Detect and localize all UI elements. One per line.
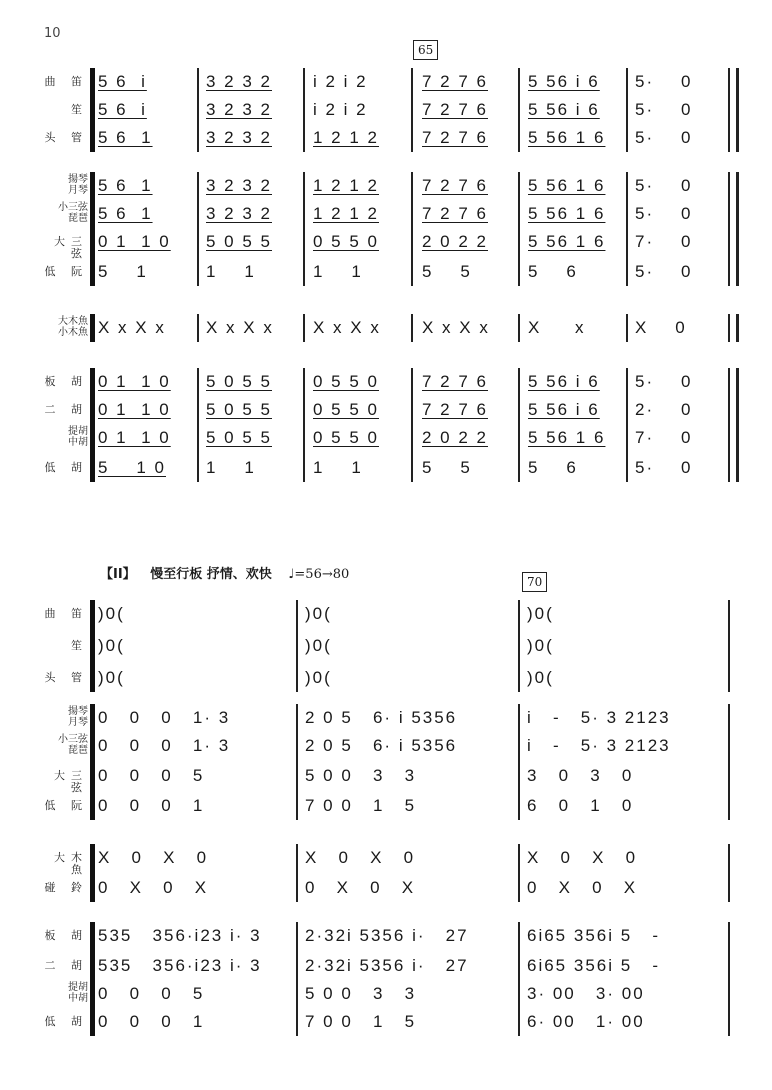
- measure-notes: 0 0 0 5: [98, 984, 205, 1003]
- barline: [518, 844, 520, 902]
- measure-notes: )0(: [305, 636, 332, 655]
- measure-notes: 5 6 1: [98, 176, 153, 195]
- measure-notes: 3 2 3 2: [206, 176, 272, 195]
- instrument-label: 揚琴 月琴: [68, 706, 88, 728]
- barline: [303, 172, 305, 286]
- final-barline: [728, 368, 739, 482]
- measure-notes: 5· 0: [635, 176, 693, 195]
- section-header: [100, 563, 349, 582]
- instrument-label: 曲 笛: [44, 607, 88, 620]
- measure-notes: 6i65 356i 5 -: [527, 956, 661, 975]
- instrument-label: 提胡 中胡: [68, 426, 88, 448]
- measure-notes: 0 0 0 1· 3: [98, 708, 231, 727]
- staff-row: [0, 664, 772, 694]
- instrument-label: 低 胡: [44, 1015, 88, 1028]
- group-bracket: [90, 600, 95, 692]
- staff-row: [0, 396, 772, 426]
- group-bracket: [90, 172, 95, 286]
- measure-notes: X x X x: [422, 318, 490, 337]
- measure-notes: 1 1: [313, 458, 363, 477]
- measure-notes: 5 6: [528, 458, 578, 477]
- measure-notes: 2· 0: [635, 400, 693, 419]
- barline: [197, 172, 199, 286]
- measure-notes: 5 56 1 6: [528, 128, 606, 147]
- measure-notes: 0 0 0 1· 3: [98, 736, 231, 755]
- barline: [303, 314, 305, 342]
- measure-notes: 5 56 1 6: [528, 176, 606, 195]
- final-barline: [728, 68, 739, 152]
- measure-notes: 3 0 3 0: [527, 766, 634, 785]
- measure-notes: 0 X 0 X: [527, 878, 638, 897]
- measure-notes: 0 5 5 0: [313, 372, 379, 391]
- measure-notes: 2 0 2 2: [422, 232, 488, 251]
- measure-notes: 535 356·i23 i· 3: [98, 926, 262, 945]
- measure-notes: 5· 0: [635, 262, 693, 281]
- barline: [518, 704, 520, 820]
- staff-row: [0, 200, 772, 230]
- measure-notes: )0(: [98, 604, 125, 623]
- staff-row: [0, 922, 772, 952]
- final-barline: [728, 314, 739, 342]
- group-bracket: [90, 314, 95, 342]
- measure-notes: 6 0 1 0: [527, 796, 634, 815]
- measure-notes: 5 56 i 6: [528, 72, 600, 91]
- instrument-label: 板 胡: [44, 929, 88, 942]
- measure-notes: 5 0 0 3 3: [305, 766, 417, 785]
- instrument-label: 低 阮: [44, 799, 88, 812]
- measure-notes: 5 1: [98, 262, 148, 281]
- staff-row: [0, 792, 772, 822]
- instrument-label: 二 胡: [44, 403, 88, 416]
- measure-notes: 5 6 i: [98, 72, 147, 91]
- barline: [303, 368, 305, 482]
- measure-notes: )0(: [305, 604, 332, 623]
- measure-notes: 5· 0: [635, 72, 693, 91]
- measure-notes: 5 0 5 5: [206, 428, 272, 447]
- measure-notes: 5 0 0 3 3: [305, 984, 417, 1003]
- measure-notes: i 2 i 2: [313, 100, 368, 119]
- staff-row: [0, 172, 772, 202]
- barline: [303, 68, 305, 152]
- group-bracket: [90, 368, 95, 482]
- staff-row: [0, 1008, 772, 1038]
- measure-notes: 7 0 0 1 5: [305, 1012, 417, 1031]
- measure-notes: 0 5 5 0: [313, 400, 379, 419]
- measure-notes: 0 0 0 1: [98, 1012, 205, 1031]
- measure-notes: 2 0 5 6· i 5356: [305, 736, 458, 755]
- measure-notes: 7· 0: [635, 428, 693, 447]
- group-bracket: [90, 68, 95, 152]
- section-marker: 【II】: [100, 567, 136, 582]
- measure-notes: 5· 0: [635, 372, 693, 391]
- instrument-label: 提胡 中胡: [68, 982, 88, 1004]
- barline: [197, 314, 199, 342]
- measure-notes: 0 1 1 0: [98, 400, 171, 419]
- instrument-label: 板 胡: [44, 375, 88, 388]
- measure-notes: 6i65 356i 5 -: [527, 926, 661, 945]
- measure-notes: 7 2 7 6: [422, 100, 488, 119]
- measure-notes: 5 6 1: [98, 204, 153, 223]
- measure-notes: 3 2 3 2: [206, 204, 272, 223]
- measure-notes: 1 2 1 2: [313, 128, 379, 147]
- rehearsal-mark-65: 65: [413, 40, 438, 60]
- staff-row: [0, 228, 772, 258]
- measure-notes: 2 0 5 6· i 5356: [305, 708, 458, 727]
- measure-notes: )0(: [98, 668, 125, 687]
- staff-row: [0, 762, 772, 792]
- measure-notes: 5 6 1: [98, 128, 153, 147]
- measure-notes: )0(: [527, 604, 554, 623]
- staff-row: [0, 952, 772, 982]
- instrument-label: 低 阮: [44, 265, 88, 278]
- measure-notes: X x X x: [313, 318, 381, 337]
- measure-notes: )0(: [305, 668, 332, 687]
- instrument-label: 碰 鈴: [44, 881, 88, 894]
- measure-notes: X 0 X 0: [305, 848, 416, 867]
- measure-notes: 0 1 1 0: [98, 372, 171, 391]
- barline: [518, 922, 520, 1036]
- metronome-mark: ♩=56→80: [288, 567, 350, 582]
- score-system-1: [0, 68, 772, 518]
- barline: [296, 704, 298, 820]
- measure-notes: 1 2 1 2: [313, 176, 379, 195]
- measure-notes: 5 5: [422, 262, 472, 281]
- barline: [626, 68, 628, 152]
- measure-notes: )0(: [98, 636, 125, 655]
- measure-notes: 5 0 5 5: [206, 400, 272, 419]
- measure-notes: 0 X 0 X: [98, 878, 209, 897]
- barline: [197, 368, 199, 482]
- staff-row: [0, 874, 772, 904]
- barline: [296, 844, 298, 902]
- measure-notes: 7 2 7 6: [422, 128, 488, 147]
- measure-notes: 5· 0: [635, 128, 693, 147]
- barline: [518, 68, 520, 152]
- measure-notes: X 0 X 0: [98, 848, 209, 867]
- measure-notes: 5· 0: [635, 100, 693, 119]
- measure-notes: i 2 i 2: [313, 72, 368, 91]
- barline: [626, 172, 628, 286]
- measure-notes: 6· 00 1· 00: [527, 1012, 645, 1031]
- measure-notes: 3 2 3 2: [206, 128, 272, 147]
- instrument-label: 笙: [71, 103, 88, 116]
- measure-notes: 1 1: [313, 262, 363, 281]
- staff-row: [0, 424, 772, 454]
- page-number: 10: [44, 26, 61, 41]
- barline: [728, 844, 730, 902]
- instrument-label: 大三弦: [54, 769, 88, 794]
- staff-row: [0, 258, 772, 288]
- measure-notes: 0 5 5 0: [313, 428, 379, 447]
- staff-row: [0, 844, 772, 874]
- measure-notes: 7· 0: [635, 232, 693, 251]
- measure-notes: 0 X 0 X: [305, 878, 416, 897]
- measure-notes: X x X x: [206, 318, 274, 337]
- instrument-label: 笙: [71, 639, 88, 652]
- measure-notes: 5 56 i 6: [528, 100, 600, 119]
- measure-notes: 5 56 1 6: [528, 232, 606, 251]
- measure-notes: 0 1 1 0: [98, 428, 171, 447]
- measure-notes: 0 5 5 0: [313, 232, 379, 251]
- measure-notes: 5 56 1 6: [528, 428, 606, 447]
- measure-notes: X x X x: [98, 318, 166, 337]
- measure-notes: 1 2 1 2: [313, 204, 379, 223]
- measure-notes: 0 0 0 5: [98, 766, 205, 785]
- measure-notes: 5 6: [528, 262, 578, 281]
- measure-notes: )0(: [527, 636, 554, 655]
- measure-notes: i - 5· 3 2123: [527, 708, 671, 727]
- staff-row: [0, 632, 772, 662]
- staff-row: [0, 454, 772, 484]
- measure-notes: 5· 0: [635, 204, 693, 223]
- staff-row: [0, 368, 772, 398]
- measure-notes: 535 356·i23 i· 3: [98, 956, 262, 975]
- measure-notes: X x: [528, 318, 586, 337]
- barline: [296, 922, 298, 1036]
- group-bracket: [90, 704, 95, 820]
- measure-notes: 2·32i 5356 i· 27: [305, 926, 469, 945]
- measure-notes: X 0 X 0: [527, 848, 638, 867]
- measure-notes: 3 2 3 2: [206, 72, 272, 91]
- staff-row: [0, 96, 772, 126]
- instrument-label: 头 管: [44, 671, 88, 684]
- barline: [626, 314, 628, 342]
- barline: [728, 922, 730, 1036]
- instrument-label: 头 管: [44, 131, 88, 144]
- barline: [411, 314, 413, 342]
- staff-row: [0, 124, 772, 154]
- measure-notes: 7 2 7 6: [422, 204, 488, 223]
- measure-notes: 7 0 0 1 5: [305, 796, 417, 815]
- instrument-label: 曲 笛: [44, 75, 88, 88]
- barline: [626, 368, 628, 482]
- measure-notes: 7 2 7 6: [422, 400, 488, 419]
- measure-notes: 5 0 5 5: [206, 232, 272, 251]
- instrument-label: 小三弦 琵琶: [58, 734, 88, 756]
- measure-notes: 0 0 0 1: [98, 796, 205, 815]
- measure-notes: 0 1 1 0: [98, 232, 171, 251]
- rehearsal-mark-70: 70: [522, 572, 547, 592]
- measure-notes: 7 2 7 6: [422, 72, 488, 91]
- measure-notes: 7 2 7 6: [422, 372, 488, 391]
- measure-notes: 7 2 7 6: [422, 176, 488, 195]
- staff-row: [0, 704, 772, 734]
- barline: [518, 172, 520, 286]
- instrument-label: 大木魚 小木魚: [58, 316, 88, 338]
- measure-notes: 5 1 0: [98, 458, 166, 477]
- instrument-label: 二 胡: [44, 959, 88, 972]
- barline: [728, 704, 730, 820]
- instrument-label: 低 胡: [44, 461, 88, 474]
- measure-notes: 2·32i 5356 i· 27: [305, 956, 469, 975]
- staff-row: [0, 732, 772, 762]
- measure-notes: 5· 0: [635, 458, 693, 477]
- instrument-label: 大三弦: [54, 235, 88, 260]
- barline: [411, 368, 413, 482]
- measure-notes: 3 2 3 2: [206, 100, 272, 119]
- measure-notes: 2 0 2 2: [422, 428, 488, 447]
- score-system-2: [0, 600, 772, 1070]
- staff-row: [0, 314, 772, 344]
- measure-notes: 5 56 i 6: [528, 372, 600, 391]
- measure-notes: 1 1: [206, 458, 256, 477]
- final-barline: [728, 172, 739, 286]
- staff-row: [0, 980, 772, 1010]
- barline: [197, 68, 199, 152]
- barline: [728, 600, 730, 692]
- measure-notes: 3· 00 3· 00: [527, 984, 645, 1003]
- measure-notes: 1 1: [206, 262, 256, 281]
- instrument-label: 揚琴 月琴: [68, 174, 88, 196]
- barline: [518, 368, 520, 482]
- barline: [518, 600, 520, 692]
- barline: [411, 172, 413, 286]
- group-bracket: [90, 922, 95, 1036]
- measure-notes: 5 56 1 6: [528, 204, 606, 223]
- measure-notes: )0(: [527, 668, 554, 687]
- staff-row: [0, 68, 772, 98]
- barline: [296, 600, 298, 692]
- barline: [411, 68, 413, 152]
- instrument-label: 大木魚: [54, 851, 88, 876]
- group-bracket: [90, 844, 95, 902]
- staff-row: [0, 600, 772, 630]
- tempo-text: 慢至行板 抒情、欢快: [150, 567, 272, 582]
- measure-notes: 5 0 5 5: [206, 372, 272, 391]
- instrument-label: 小三弦 琵琶: [58, 202, 88, 224]
- measure-notes: 5 6 i: [98, 100, 147, 119]
- barline: [518, 314, 520, 342]
- measure-notes: 5 5: [422, 458, 472, 477]
- measure-notes: X 0: [635, 318, 687, 337]
- measure-notes: 5 56 i 6: [528, 400, 600, 419]
- measure-notes: i - 5· 3 2123: [527, 736, 671, 755]
